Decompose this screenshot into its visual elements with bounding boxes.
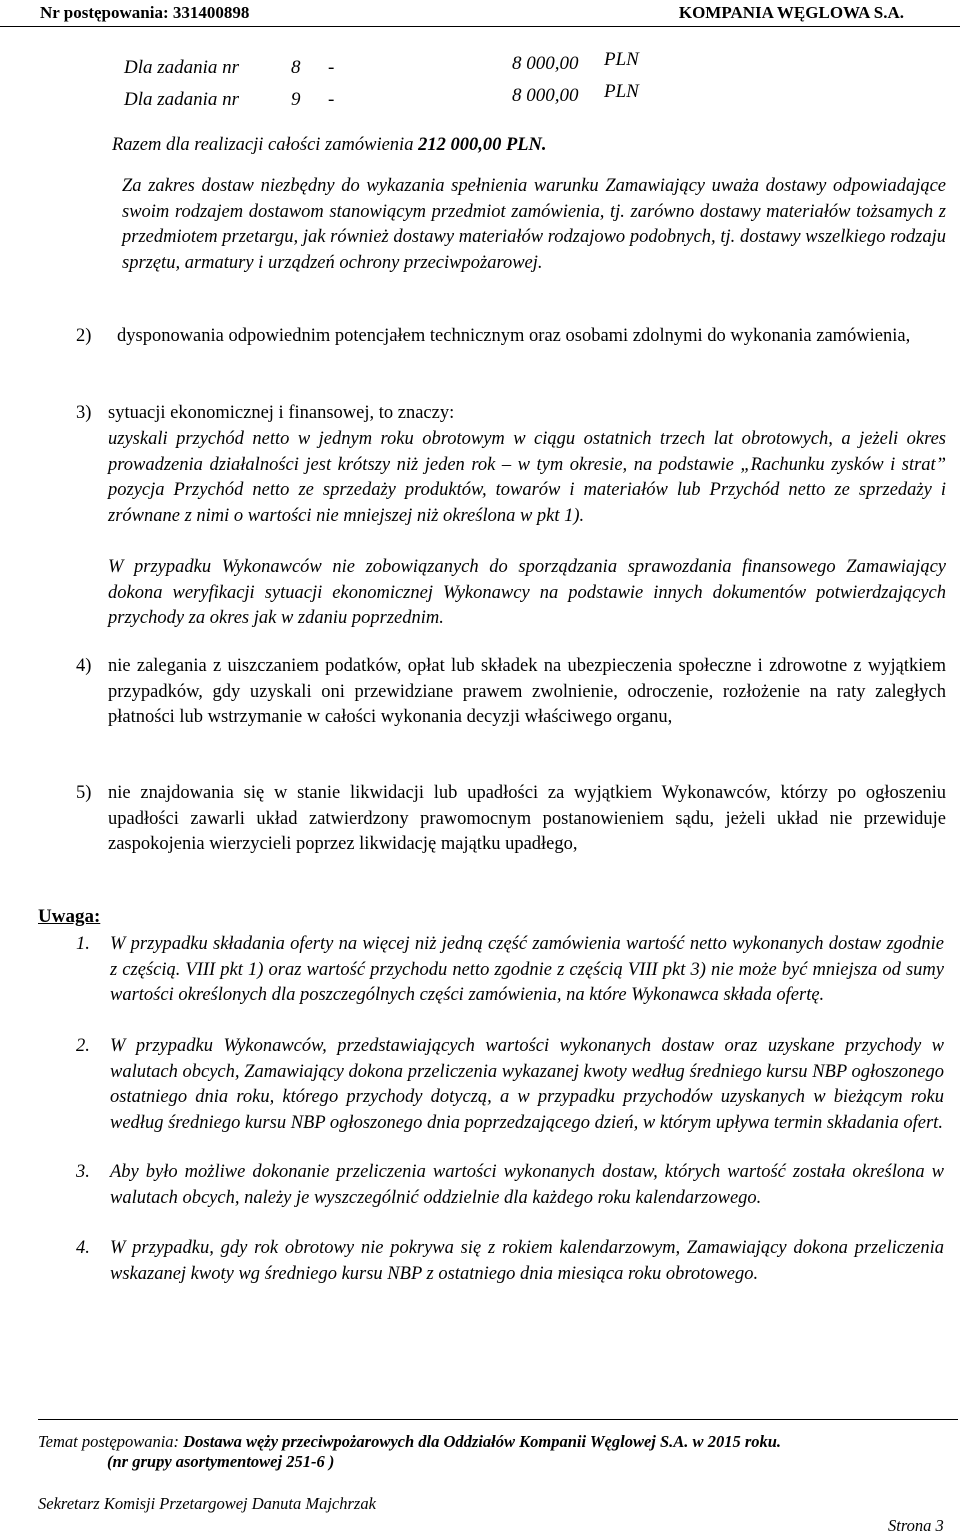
note-number: 1. bbox=[76, 934, 90, 954]
amount-value: 8 000,00 bbox=[512, 53, 579, 74]
condition-verification-note: W przypadku Wykonawców nie zobowiązanych do sporządzania sprawozdania finansowego Zamawiający dokona weryfikacji sytuacji ekonomicznej Wykonawcy na podstawie innych dokumentów potwierdzających przychody za okres jak w zdaniu poprzednim. bbox=[108, 557, 946, 629]
footer-topic-label: Temat postępowania: bbox=[38, 1432, 184, 1451]
footer-group: (nr grupy asortymentowej 251-6 ) bbox=[107, 1452, 335, 1471]
amount-currency: PLN bbox=[604, 81, 639, 102]
amount-task-number: 8 bbox=[291, 57, 301, 78]
amount-label: Dla zadania nr bbox=[124, 89, 240, 110]
amount-currency: PLN bbox=[604, 49, 639, 70]
notes-heading: Uwaga: bbox=[38, 906, 101, 927]
condition-number: 4) bbox=[76, 656, 92, 676]
note-text: W przypadku składania oferty na więcej niż jedną część zamówienia wartość netto wykonanych dostaw zgodnie z częścią. VIII pkt 1) oraz wartość przychodu netto zgodnie z częścią VIII pkt 3) nie może być mniejsza od sumy wartości określonych dla poszczególnych części zamówienia, na które Wykonawca składa ofertę. bbox=[110, 934, 944, 1006]
condition-text: nie znajdowania się w stanie likwidacji lub upadłości za wyjątkiem Wykonawców, którzy po ogłoszeniu upadłości zawarli układ zatwierdzony prawomocnym postanowieniem sądu, jeżeli układ nie przewiduje zaspokojenia wierzycieli poprzez likwidację majątku upadłego, bbox=[108, 783, 946, 855]
footer-topic-text: Dostawa węży przeciwpożarowych dla Oddziałów Kompanii Węglowej S.A. w 2015 roku. bbox=[183, 1432, 782, 1451]
amount-dash: - bbox=[328, 57, 335, 78]
total-prefix: Razem dla realizacji całości zamówienia bbox=[112, 135, 419, 155]
amount-dash: - bbox=[328, 89, 335, 110]
condition-text: nie zalegania z uiszczaniem podatków, opłat lub składek na ubezpieczenia społeczne i zdrowotne z wyjątkiem przypadków, gdy uzyskali oni przewidziane prawem zwolnienie, odroczenie, rozłożenie na raty zaległych płatności lub wstrzymanie w całości wykonania decyzji właściwego organu, bbox=[108, 656, 946, 728]
amount-value: 8 000,00 bbox=[512, 85, 579, 106]
total-value: 212 000,00 PLN. bbox=[418, 135, 547, 155]
scope-note: Za zakres dostaw niezbędny do wykazania spełnienia warunku Zamawiający uważa dostawy odpowiadające swoim rodzajem dostawom stanowiącym przedmiot zamówienia, tj. zarówno dostawy materiałów tożsamych z przedmiotem przetargu, jak również dostawy materiałów rodzajowo podobnych, tj. dostawy wszelkiego rodzaju sprzętu, armatury i urządzeń ochrony przeciwpożarowej. bbox=[122, 176, 946, 273]
note-number: 4. bbox=[76, 1238, 90, 1258]
footer-divider bbox=[38, 1419, 958, 1420]
condition-number: 5) bbox=[76, 783, 92, 803]
note-number: 2. bbox=[76, 1036, 90, 1056]
amount-label: Dla zadania nr bbox=[124, 57, 240, 78]
total-line bbox=[112, 135, 547, 156]
condition-text: dysponowania odpowiednim potencjałem technicznym oraz osobami zdolnymi do wykonania zamówienia, bbox=[117, 326, 911, 346]
page-header bbox=[0, 0, 960, 27]
note-text: W przypadku Wykonawców, przedstawiających wartości wykonanych dostaw oraz uzyskane przychody w walutach obcych, Zamawiający dokona przeliczenia wykazanej kwoty według średniego kursu NBP ogłoszonego ostatniego dnia roku, którego przychody dotyczą, a w przypadku przychodów uzyskanych w bieżącym roku według średniego kursu NBP ogłoszonego dnia poprzedzającego dzień, w którym upływa termin składania ofert. bbox=[110, 1036, 944, 1133]
note-number: 3. bbox=[76, 1162, 90, 1182]
condition-number: 3) bbox=[76, 403, 92, 423]
note-text: W przypadku, gdy rok obrotowy nie pokrywa się z rokiem kalendarzowym, Zamawiający dokona przeliczenia wskazanej kwoty wg średniego kursu NBP z ostatniego dnia miesiąca roku obrotowego. bbox=[110, 1238, 944, 1284]
procedure-number: Nr postępowania: 331400898 bbox=[40, 3, 250, 22]
condition-number: 2) bbox=[76, 326, 92, 346]
footer-topic bbox=[38, 1432, 781, 1452]
note-text: Aby było możliwe dokonanie przeliczenia wartości wykonanych dostaw, których wartość została określona w walutach obcych, należy je wyszczególnić oddzielnie dla każdego roku kalendarzowego. bbox=[110, 1162, 944, 1208]
amount-task-number: 9 bbox=[291, 89, 301, 110]
page-number: Strona 3 bbox=[888, 1516, 944, 1535]
condition-text: sytuacji ekonomicznej i finansowej, to znaczy: bbox=[108, 403, 455, 423]
condition-revenue-detail: uzyskali przychód netto w jednym roku obrotowym w ciągu ostatnich trzech lat obrotowych, a jeżeli okres prowadzenia działalności jest krótszy niż jeden rok – w tym okresie, na podstawie „Rachunku zysków i strat” pozycja Przychód netto ze sprzedaży produktów, towarów i materiałów lub Przychód netto ze sprzedaży i zrównane z nimi o wartości nie mniejszej niż określona w pkt 1). bbox=[108, 429, 946, 526]
company-name: KOMPANIA WĘGLOWA S.A. bbox=[678, 3, 904, 22]
footer-secretary: Sekretarz Komisji Przetargowej Danuta Majchrzak bbox=[38, 1494, 376, 1513]
